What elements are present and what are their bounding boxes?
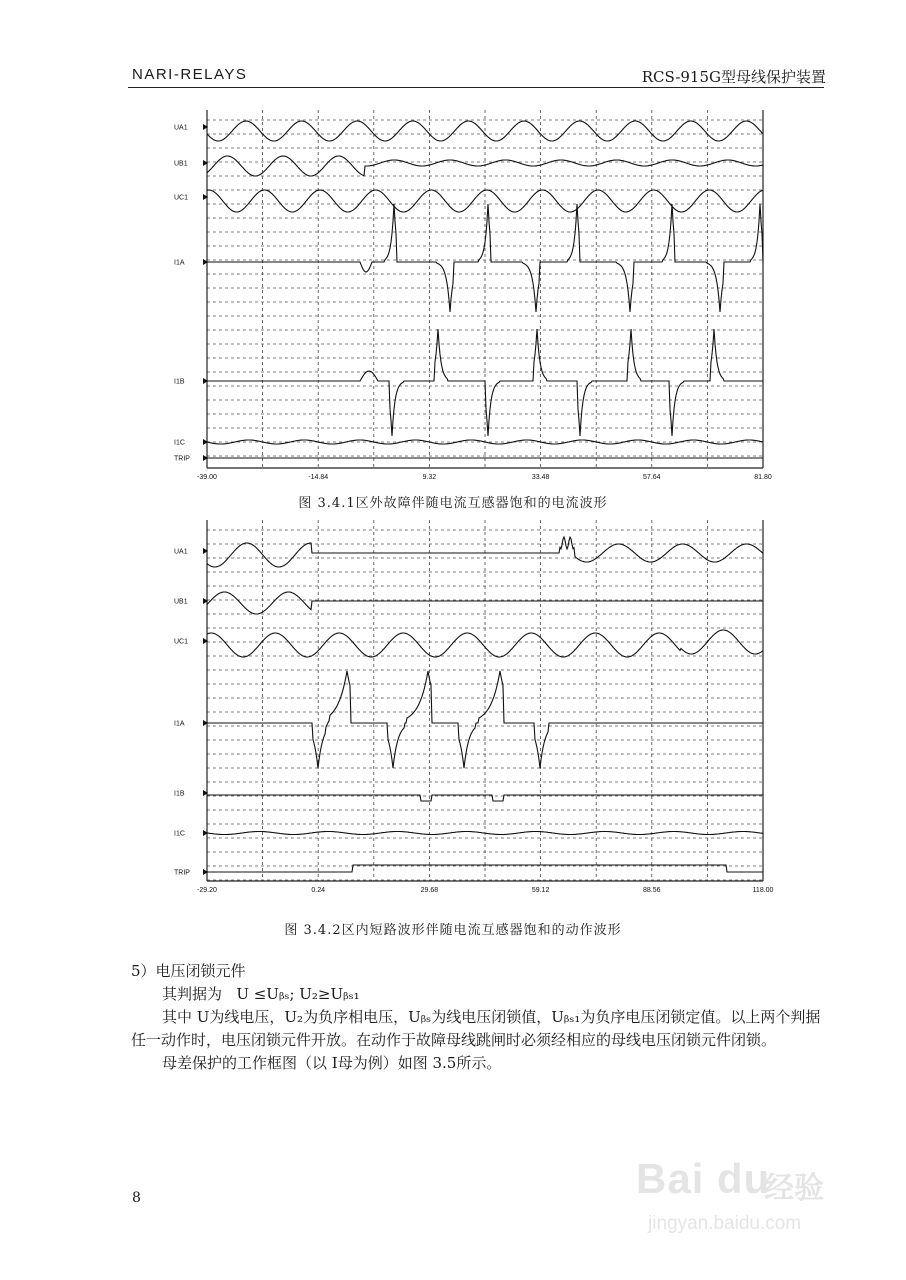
- baidu-watermark: [636, 1155, 866, 1245]
- waveform-figure-1: [0, 100, 906, 510]
- body-text: [131, 960, 821, 1075]
- x-tick-label: 33.48: [531, 474, 550, 481]
- x-tick-label: 59.12: [531, 887, 550, 894]
- header-company: NARI-RELAYS: [132, 66, 248, 83]
- channel-label: I1C: [174, 439, 185, 447]
- criterion-formula: U ≤Uᵦₛ; U₂≥Uᵦₛ₁: [236, 985, 360, 1003]
- criterion-line: [131, 983, 821, 1006]
- page-number: 8: [132, 1190, 141, 1206]
- channel-label: TRIP: [174, 869, 190, 877]
- waveform-figure-2: [0, 515, 906, 925]
- header-rule: [128, 87, 824, 88]
- x-tick-label: -29.20: [197, 887, 217, 894]
- x-tick-label: 88.56: [643, 887, 661, 894]
- x-tick-label: -39.00: [197, 474, 217, 481]
- x-tick-label: 57.64: [643, 474, 661, 481]
- x-tick-label: 81.80: [754, 474, 772, 481]
- x-tick-label: 118.00: [752, 887, 774, 894]
- channel-label: I1B: [174, 790, 185, 798]
- x-tick-label: 29.68: [420, 887, 439, 894]
- channel-label: TRIP: [174, 455, 190, 463]
- paragraph-2: 母差保护的工作框图（以 I母为例）如图 3.5所示。: [162, 1054, 502, 1072]
- x-tick-label: 0.24: [311, 887, 326, 894]
- header-device-title: RCS-915G型母线保护装置: [641, 68, 826, 86]
- channel-label: I1B: [174, 378, 185, 386]
- channel-label: UB1: [174, 160, 188, 168]
- figure-1-caption: 图 3.4.1区外故障伴随电流互感器饱和的电流波形: [298, 496, 608, 511]
- channel-label: UA1: [174, 124, 188, 132]
- criterion-prefix: 其判据为: [162, 985, 223, 1003]
- channel-label: UC1: [174, 194, 189, 202]
- watermark-url: jingyan.baidu.com: [648, 1213, 802, 1234]
- section-title: 5）电压闭锁元件: [131, 962, 246, 980]
- watermark-cn: 经验: [764, 1171, 824, 1206]
- figure-2-caption: 图 3.4.2区内短路波形伴随电流互感器饱和的动作波形: [284, 923, 622, 938]
- watermark-logo: Bai du: [636, 1155, 771, 1202]
- paragraph-1: 其中 U为线电压，U₂为负序相电压，Uᵦₛ为线电压闭锁值，Uᵦₛ₁为负序电压闭锁定值。以上两个判据任一动作时，电压闭锁元件开放。在动作于故障母线跳闸时必须经相应的母线电压闭锁元件闭锁。: [131, 1008, 821, 1049]
- channel-label: UB1: [174, 598, 188, 606]
- channel-label: I1A: [174, 720, 185, 728]
- x-tick-label: -14.84: [308, 474, 329, 481]
- x-tick-label: 9.32: [422, 474, 437, 481]
- channel-label: UC1: [174, 638, 189, 646]
- channel-label: UA1: [174, 548, 188, 556]
- channel-label: I1A: [174, 259, 185, 267]
- channel-label: I1C: [174, 830, 185, 838]
